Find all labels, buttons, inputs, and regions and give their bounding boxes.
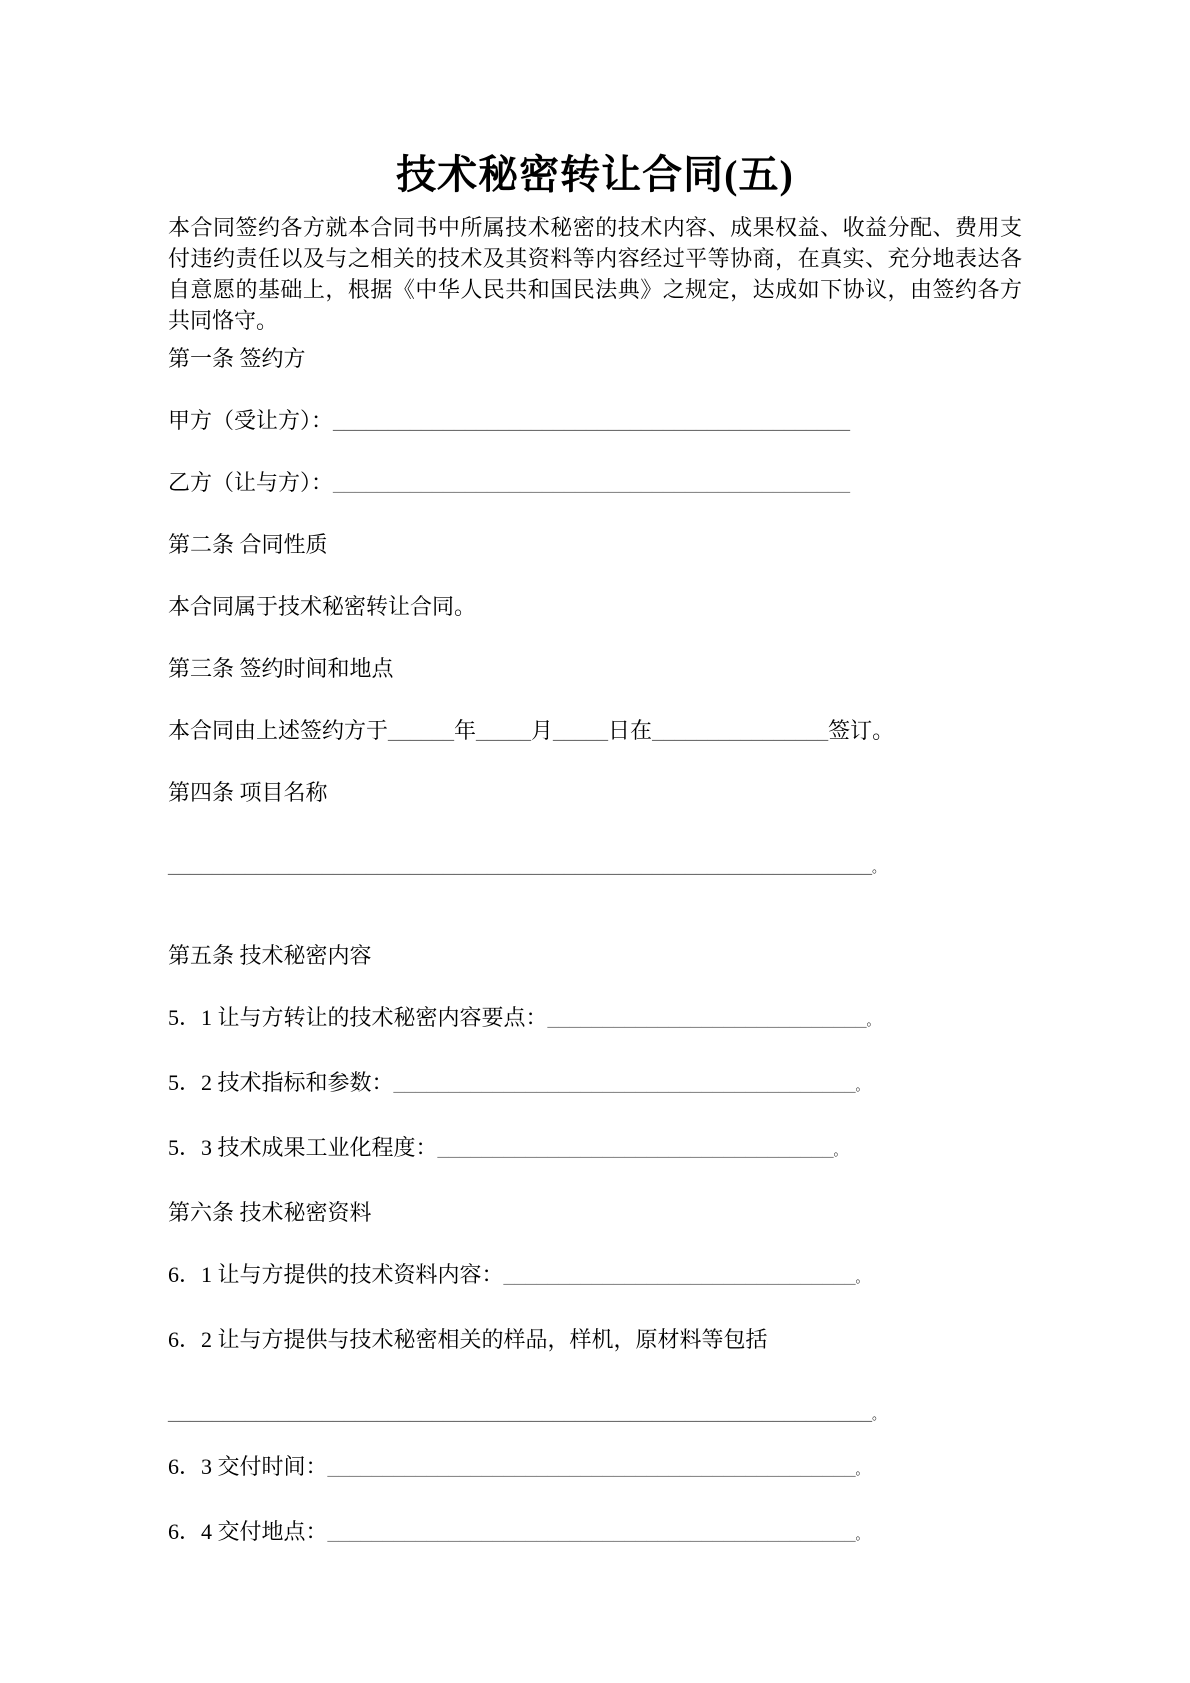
article-6-heading: 第六条 技术秘密资料: [168, 1200, 372, 1225]
day-at-label: 日在: [608, 718, 653, 743]
item-5-1-label: 5．1 让与方转让的技术秘密内容要点：: [168, 1005, 548, 1030]
year-blank-field: ______: [388, 718, 455, 743]
day-blank-field: _____: [553, 718, 609, 743]
article-3-heading: 第三条 签约时间和地点: [168, 656, 394, 681]
period-small: 。: [866, 1013, 880, 1028]
item-6-3-line: [168, 1452, 1022, 1485]
party-a-label: 甲方（受让方）：: [168, 408, 334, 433]
party-b-line: [168, 468, 1022, 498]
item-5-1-line: [168, 1003, 1022, 1036]
year-label: 年: [454, 718, 477, 743]
project-name-blank-field: ________________________________________________________________: [168, 852, 872, 877]
signing-date-line: [168, 716, 1022, 746]
item-6-2-line: 6．2 让与方提供与技术秘密相关的样品，样机，原材料等包括: [168, 1327, 768, 1352]
item-5-2-label: 5．2 技术指标和参数：: [168, 1070, 394, 1095]
item-5-2-blank-field: __________________________________________: [393, 1070, 856, 1095]
period-small: 。: [872, 860, 886, 875]
party-a-blank-field: _______________________________________________: [333, 408, 851, 433]
party-a-line: [168, 406, 1022, 436]
item-5-3-blank-field: ____________________________________: [437, 1135, 834, 1160]
item-6-1-blank-field: ________________________________: [503, 1262, 856, 1287]
item-6-3-label: 6．3 交付时间：: [168, 1454, 328, 1479]
month-label: 月: [531, 718, 554, 743]
item-6-1-line: [168, 1260, 1022, 1293]
item-6-1-label: 6．1 让与方提供的技术资料内容：: [168, 1262, 504, 1287]
place-blank-field: ________________: [652, 718, 829, 743]
item-5-1-blank-field: _____________________________: [547, 1005, 867, 1030]
article-4-heading: 第四条 项目名称: [168, 780, 328, 805]
month-blank-field: _____: [476, 718, 532, 743]
period-small: 。: [855, 1462, 869, 1477]
intro-paragraph: 本合同签约各方就本合同书中所属技术秘密的技术内容、成果权益、收益分配、费用支付违约责任以及与之相关的技术及其资料等内容经过平等协商，在真实、充分地表达各自意愿的基础上，根据《中华人民共和国民法典》之规定，达成如下协议，由签约各方共同恪守。: [168, 215, 1022, 333]
article-2-body: 本合同属于技术秘密转让合同。: [168, 594, 477, 619]
item-5-3-label: 5．3 技术成果工业化程度：: [168, 1135, 438, 1160]
item-6-4-line: [168, 1517, 1022, 1550]
item-5-3-line: [168, 1133, 1022, 1166]
period-small: 。: [833, 1143, 847, 1158]
item-6-4-blank-field: ________________________________________________: [327, 1519, 856, 1544]
item-6-4-label: 6．4 交付地点：: [168, 1519, 328, 1544]
article-2-heading: 第二条 合同性质: [168, 532, 328, 557]
party-b-label: 乙方（让与方）：: [168, 470, 334, 495]
signing-prefix: 本合同由上述签约方于: [168, 718, 389, 743]
period-small: 。: [872, 1407, 886, 1422]
period-small: 。: [855, 1078, 869, 1093]
document-title: 技术秘密转让合同(五): [396, 152, 794, 197]
signing-suffix: 签订。: [828, 718, 895, 743]
period-small: 。: [855, 1527, 869, 1542]
item-6-2-blank-line: [168, 1397, 1022, 1430]
article-1-heading: 第一条 签约方: [168, 346, 306, 371]
item-6-2-blank-field: ________________________________________________________________: [168, 1399, 872, 1424]
article-5-heading: 第五条 技术秘密内容: [168, 943, 372, 968]
project-name-blank-line: [168, 850, 1022, 883]
party-b-blank-field: _______________________________________________: [333, 470, 851, 495]
period-small: 。: [855, 1270, 869, 1285]
item-5-2-line: [168, 1068, 1022, 1101]
item-6-3-blank-field: ________________________________________________: [327, 1454, 856, 1479]
